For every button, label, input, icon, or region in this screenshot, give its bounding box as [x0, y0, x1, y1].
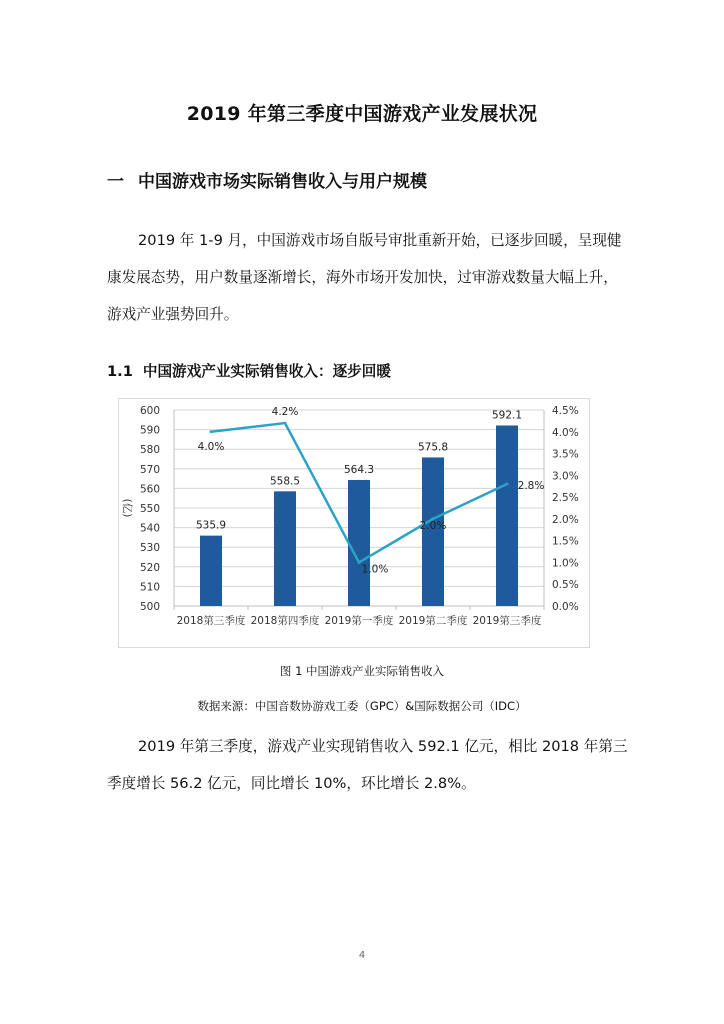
y2-tick-label: 4.0%	[552, 426, 579, 439]
bar-value-label: 558.5	[269, 475, 301, 488]
growth-point	[210, 430, 213, 433]
figure-source: 数据来源：中国音数协游戏工委（GPC）&国际数据公司（IDC）	[197, 699, 527, 713]
y2-tick-label: 4.5%	[552, 405, 579, 417]
y-tick-label: 590	[139, 424, 160, 437]
growth-point	[358, 561, 361, 564]
bar-value-label: 564.3	[343, 463, 375, 476]
summary-paragraph	[107, 728, 628, 802]
subsection-title: 中国游戏产业实际销售收入：逐步回暖	[142, 363, 391, 380]
y-tick-label: 570	[139, 463, 160, 476]
y2-tick-label: 0.0%	[552, 601, 579, 613]
y-tick-label: 540	[139, 522, 160, 535]
y2-tick-label: 0.5%	[552, 579, 579, 592]
y2-tick-label: 3.5%	[552, 448, 579, 461]
y-tick-label: 520	[139, 561, 160, 574]
figure-caption: 图 1 中国游戏产业实际销售收入	[279, 664, 445, 678]
bar	[348, 480, 370, 606]
revenue-chart-svg	[118, 398, 590, 648]
x-tick-label: 2019第一季度	[324, 615, 394, 627]
y2-tick-label: 1.5%	[552, 535, 579, 548]
y-tick-label: 560	[139, 483, 160, 496]
growth-value-label: 1.0%	[361, 563, 389, 576]
section-number: 一	[107, 172, 124, 192]
bar	[274, 491, 296, 606]
page-number: 4	[358, 950, 366, 961]
y-tick-label: 600	[139, 405, 160, 417]
section-title: 中国游戏市场实际销售收入与用户规模	[138, 172, 427, 192]
intro-line: 2019 年 1-9 月，中国游戏市场自版号审批重新开始，已逐步回暖，呈现健	[138, 232, 622, 249]
x-tick-label: 2019第三季度	[472, 615, 542, 627]
growth-value-label: 2.8%	[517, 480, 545, 493]
y2-tick-label: 1.0%	[552, 557, 579, 570]
summary-line: 2019 年第三季度，游戏产业实现销售收入 592.1 亿元，相比 2018 年第三	[138, 738, 628, 755]
bar-value-label: 592.1	[491, 409, 523, 422]
bar	[496, 425, 518, 606]
y-tick-label: 580	[139, 444, 160, 457]
y2-tick-label: 2.0%	[552, 513, 579, 526]
y2-tick-label: 3.0%	[552, 470, 579, 483]
growth-value-label: 2.0%	[419, 519, 447, 532]
bar-value-label: 575.8	[417, 441, 449, 454]
growth-value-label: 4.0%	[197, 440, 225, 453]
y-axis-title: (亿)	[121, 498, 133, 518]
intro-paragraph	[107, 222, 621, 333]
growth-point	[506, 483, 509, 486]
growth-point	[284, 422, 287, 425]
y-tick-label: 530	[139, 542, 160, 555]
summary-line: 季度增长 56.2 亿元，同比增长 10%，环比增长 2.8%。	[107, 775, 476, 792]
intro-line: 游戏产业强势回升。	[107, 306, 239, 323]
revenue-chart	[118, 398, 590, 648]
y2-tick-label: 2.5%	[552, 492, 579, 505]
x-tick-label: 2018第四季度	[250, 615, 320, 627]
intro-line: 康发展态势，用户数量逐渐增长，海外市场开发加快，过审游戏数量大幅上升，	[107, 269, 618, 286]
subsection-heading	[107, 360, 391, 381]
bar	[200, 536, 222, 606]
x-tick-label: 2018第三季度	[176, 615, 246, 627]
y-tick-label: 510	[139, 581, 160, 594]
subsection-number: 1.1	[107, 363, 133, 380]
document-title: 2019 年第三季度中国游戏产业发展状况	[186, 103, 538, 125]
section-heading	[107, 167, 427, 192]
y-tick-label: 500	[139, 601, 160, 613]
x-tick-label: 2019第二季度	[398, 615, 468, 627]
growth-value-label: 4.2%	[271, 406, 299, 419]
bar-value-label: 535.9	[195, 519, 227, 532]
y-tick-label: 550	[139, 503, 160, 515]
